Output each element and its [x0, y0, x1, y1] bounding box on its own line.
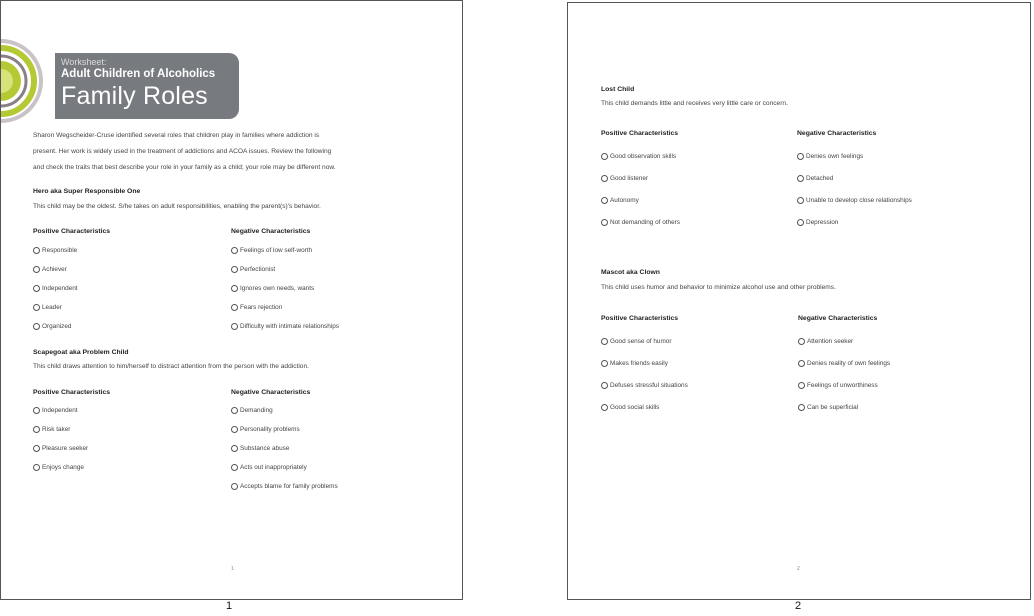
checkbox-circle-icon[interactable] [33, 323, 40, 330]
checkbox-item[interactable]: Feelings of low self-worth [231, 247, 312, 254]
section-description: This child draws attention to him/herself to distract attention from the person with the addiction. [33, 363, 309, 370]
title-banner [55, 53, 239, 119]
intro-line-2: present. Her work is widely used in the treatment of addictions and ACOA issues. Review the following [33, 148, 332, 155]
document-page-2[interactable] [567, 2, 1031, 600]
negative-heading: Negative Characteristics [797, 130, 877, 137]
checkbox-circle-icon[interactable] [231, 426, 238, 433]
checkbox-circle-icon[interactable] [601, 382, 608, 389]
page-thumbnail-label-1: 1 [226, 600, 233, 612]
checkbox-circle-icon[interactable] [231, 483, 238, 490]
document-page-1[interactable] [0, 0, 463, 600]
positive-heading: Positive Characteristics [33, 228, 111, 235]
checkbox-item[interactable]: Demanding [231, 407, 273, 414]
checkbox-item[interactable]: Fears rejection [231, 304, 282, 311]
checkbox-circle-icon[interactable] [601, 404, 608, 411]
checkbox-circle-icon[interactable] [33, 266, 40, 273]
checkbox-item[interactable]: Substance abuse [231, 445, 289, 452]
checkbox-circle-icon[interactable] [797, 197, 804, 204]
checkbox-circle-icon[interactable] [33, 445, 40, 452]
checkbox-item[interactable]: Achiever [33, 266, 67, 273]
checkbox-item[interactable]: Perfectionist [231, 266, 275, 273]
checkbox-circle-icon[interactable] [601, 197, 608, 204]
checkbox-circle-icon[interactable] [231, 445, 238, 452]
checkbox-item[interactable]: Acts out inappropriately [231, 464, 307, 471]
checkbox-circle-icon[interactable] [601, 360, 608, 367]
checkbox-item[interactable]: Good sense of humor [601, 338, 671, 345]
checkbox-item[interactable]: Detached [797, 175, 833, 182]
checkbox-item[interactable]: Difficulty with intimate relationships [231, 323, 339, 330]
checkbox-circle-icon[interactable] [33, 247, 40, 254]
checkbox-item[interactable]: Autonomy [601, 197, 639, 204]
checkbox-item[interactable]: Denies reality of own feelings [798, 360, 890, 367]
checkbox-item[interactable]: Not demanding of others [601, 219, 680, 226]
section-description: This child uses humor and behavior to minimize alcohol use and other problems. [601, 284, 836, 291]
checkbox-item[interactable]: Organized [33, 323, 72, 330]
checkbox-circle-icon[interactable] [601, 153, 608, 160]
page-title: Family Roles [61, 82, 208, 110]
checkbox-circle-icon[interactable] [33, 464, 40, 471]
checkbox-item[interactable]: Ignores own needs, wants [231, 285, 314, 292]
checkbox-item[interactable]: Responsible [33, 247, 77, 254]
checkbox-circle-icon[interactable] [601, 338, 608, 345]
checkbox-item[interactable]: Good listener [601, 175, 648, 182]
checkbox-circle-icon[interactable] [601, 219, 608, 226]
positive-heading: Positive Characteristics [601, 315, 679, 322]
checkbox-item[interactable]: Independent [33, 285, 78, 292]
page-footer-number: 2 [797, 566, 800, 572]
negative-heading: Negative Characteristics [798, 315, 878, 322]
intro-line-3: and check the traits that best describe your role in your family as a child; your role may be different now. [33, 164, 336, 171]
checkbox-circle-icon[interactable] [231, 304, 238, 311]
checkbox-item[interactable]: Good observation skills [601, 153, 676, 160]
checkbox-circle-icon[interactable] [601, 175, 608, 182]
checkbox-circle-icon[interactable] [797, 153, 804, 160]
checkbox-circle-icon[interactable] [33, 407, 40, 414]
checkbox-item[interactable]: Unable to develop close relationships [797, 197, 912, 204]
positive-heading: Positive Characteristics [601, 130, 679, 137]
negative-heading: Negative Characteristics [231, 389, 311, 396]
checkbox-item[interactable]: Attention seeker [798, 338, 853, 345]
checkbox-circle-icon[interactable] [798, 338, 805, 345]
checkbox-item[interactable]: Risk taker [33, 426, 70, 433]
page-footer-number: 1 [231, 566, 234, 572]
worksheet-subtitle: Adult Children of Alcoholics [61, 68, 216, 80]
checkbox-item[interactable]: Pleasure seeker [33, 445, 88, 452]
checkbox-circle-icon[interactable] [231, 323, 238, 330]
section-title: Mascot aka Clown [601, 269, 660, 276]
checkbox-item[interactable]: Enjoys change [33, 464, 84, 471]
checkbox-circle-icon[interactable] [231, 285, 238, 292]
checkbox-circle-icon[interactable] [797, 219, 804, 226]
checkbox-item[interactable]: Makes friends easily [601, 360, 668, 367]
section-description: This child may be the oldest. S/he takes on adult responsibilities, enabling the parent(s)'s behavior. [33, 203, 321, 210]
checkbox-circle-icon[interactable] [798, 404, 805, 411]
checkbox-circle-icon[interactable] [33, 304, 40, 311]
checkbox-item[interactable]: Personality problems [231, 426, 300, 433]
checkbox-item[interactable]: Independent [33, 407, 78, 414]
checkbox-item[interactable]: Denies own feelings [797, 153, 863, 160]
checkbox-circle-icon[interactable] [231, 464, 238, 471]
page-thumbnail-label-2: 2 [795, 600, 802, 612]
checkbox-item[interactable]: Defuses stressful situations [601, 382, 688, 389]
positive-heading: Positive Characteristics [33, 389, 111, 396]
section-description: This child demands little and receives very little care or concern. [601, 100, 788, 107]
checkbox-circle-icon[interactable] [33, 285, 40, 292]
intro-line-1: Sharon Wegscheider-Cruse identified several roles that children play in families where addiction is [33, 132, 320, 139]
section-title: Scapegoat aka Problem Child [33, 349, 129, 356]
checkbox-item[interactable]: Accepts blame for family problems [231, 483, 338, 490]
logo-rings-icon [0, 33, 47, 129]
worksheet-label: Worksheet: [61, 57, 107, 67]
checkbox-circle-icon[interactable] [231, 266, 238, 273]
checkbox-circle-icon[interactable] [231, 247, 238, 254]
checkbox-circle-icon[interactable] [33, 426, 40, 433]
negative-heading: Negative Characteristics [231, 228, 311, 235]
checkbox-circle-icon[interactable] [798, 382, 805, 389]
checkbox-item[interactable]: Good social skills [601, 404, 659, 411]
checkbox-item[interactable]: Leader [33, 304, 62, 311]
checkbox-item[interactable]: Can be superficial [798, 404, 858, 411]
checkbox-item[interactable]: Feelings of unworthiness [798, 382, 878, 389]
checkbox-circle-icon[interactable] [798, 360, 805, 367]
section-title: Lost Child [601, 86, 635, 93]
checkbox-circle-icon[interactable] [231, 407, 238, 414]
checkbox-item[interactable]: Depression [797, 219, 838, 226]
checkbox-circle-icon[interactable] [797, 175, 804, 182]
section-title: Hero aka Super Responsible One [33, 188, 141, 195]
